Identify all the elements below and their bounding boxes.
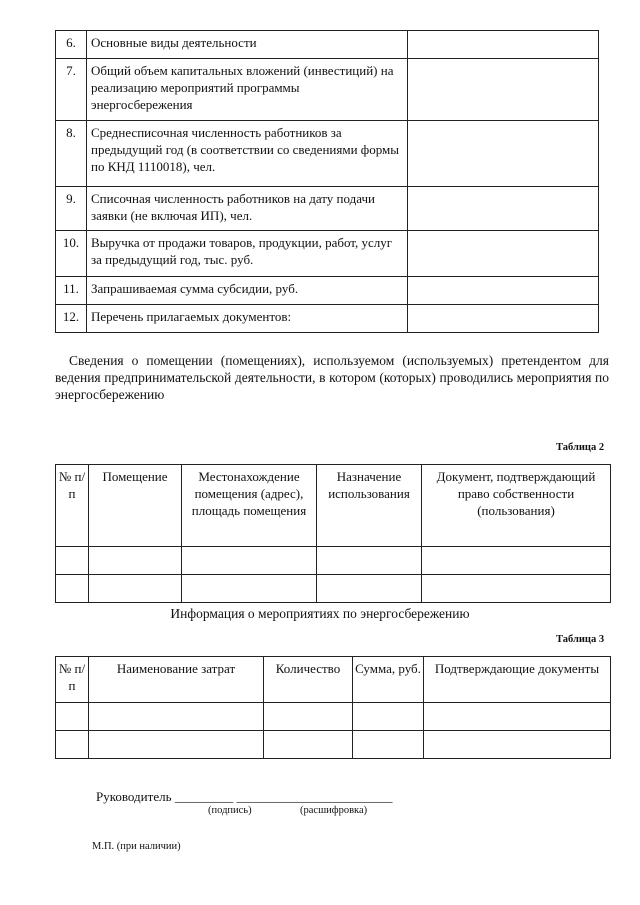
table3-title: Информация о мероприятиях по энергосбережению [170,606,470,621]
table-row [56,59,599,121]
table-cell[interactable] [264,703,353,731]
col-header-purpose: Назначение использования [317,465,422,547]
value-cell[interactable] [408,187,599,231]
row-number: 8. [56,121,87,187]
measures-table [55,656,611,759]
row-label: Среднесписочная численность работников за предыдущий год (в соответствии со сведениями формы по КНД 1110018), чел. [87,121,408,187]
row-number: 9. [56,187,87,231]
table-cell[interactable] [317,575,422,603]
col-header-documents: Подтверждающие документы [424,657,611,703]
table-cell[interactable] [182,575,317,603]
table-cell[interactable] [353,731,424,759]
table-cell[interactable] [56,547,89,575]
row-label: Выручка от продажи товаров, продукции, работ, услуг за предыдущий год, тыс. руб. [87,231,408,277]
col-header-cost-name: Наименование затрат [89,657,264,703]
table-cell[interactable] [89,731,264,759]
decoding-hint: (расшифровка) [300,805,368,816]
table-cell[interactable] [182,547,317,575]
stamp-note: М.П. (при наличии) [92,841,181,852]
premises-table [55,464,611,603]
table2-caption: Таблица 2 [556,442,605,453]
table-cell[interactable] [89,575,182,603]
row-number: 11. [56,277,87,305]
col-header-number: № п/п [56,465,89,547]
table-cell[interactable] [89,547,182,575]
value-cell[interactable] [408,305,599,333]
value-cell[interactable] [408,31,599,59]
value-cell[interactable] [408,277,599,305]
col-header-quantity: Количество [264,657,353,703]
row-label: Перечень прилагаемых документов: [87,305,408,333]
info-table [55,30,599,333]
table-row [56,703,611,731]
table-row [56,547,611,575]
col-header-location: Местонахождение помещения (адрес), площадь помещения [182,465,317,547]
table-row [56,31,599,59]
table-cell[interactable] [353,703,424,731]
signature-line[interactable]: Руководитель _________ ________________________ [96,789,393,804]
table-cell[interactable] [424,731,611,759]
col-header-sum: Сумма, руб. [353,657,424,703]
table-row [56,231,599,277]
row-label: Списочная численность работников на дату подачи заявки (не включая ИП), чел. [87,187,408,231]
table-cell[interactable] [424,703,611,731]
table-cell[interactable] [422,547,611,575]
table-row [56,305,599,333]
table-header-row [56,657,611,703]
signature-hint: (подпись) [208,805,252,816]
value-cell[interactable] [408,59,599,121]
row-label: Запрашиваемая сумма субсидии, руб. [87,277,408,305]
table-cell[interactable] [56,731,89,759]
table-cell[interactable] [56,575,89,603]
table-cell[interactable] [422,575,611,603]
row-number: 12. [56,305,87,333]
table-row [56,575,611,603]
row-label: Основные виды деятельности [87,31,408,59]
value-cell[interactable] [408,231,599,277]
table-cell[interactable] [89,703,264,731]
row-number: 10. [56,231,87,277]
col-header-ownership-doc: Документ, подтверждающий право собственности (пользования) [422,465,611,547]
table-cell[interactable] [317,547,422,575]
table-header-row [56,465,611,547]
table3-caption: Таблица 3 [556,634,605,645]
col-header-number: № п/п [56,657,89,703]
row-label: Общий объем капитальных вложений (инвестиций) на реализацию мероприятий программы энергосбережения [87,59,408,121]
table-row [56,731,611,759]
table-cell[interactable] [264,731,353,759]
premises-paragraph: Сведения о помещении (помещениях), используемом (используемых) претендентом для ведения предпринимательской деятельности, в котором (которых) проводились мероприятия по энергосбережению [55,353,609,402]
value-cell[interactable] [408,121,599,187]
table-row [56,121,599,187]
table-row [56,187,599,231]
table-row [56,277,599,305]
col-header-premises: Помещение [89,465,182,547]
row-number: 6. [56,31,87,59]
row-number: 7. [56,59,87,121]
table-cell[interactable] [56,703,89,731]
